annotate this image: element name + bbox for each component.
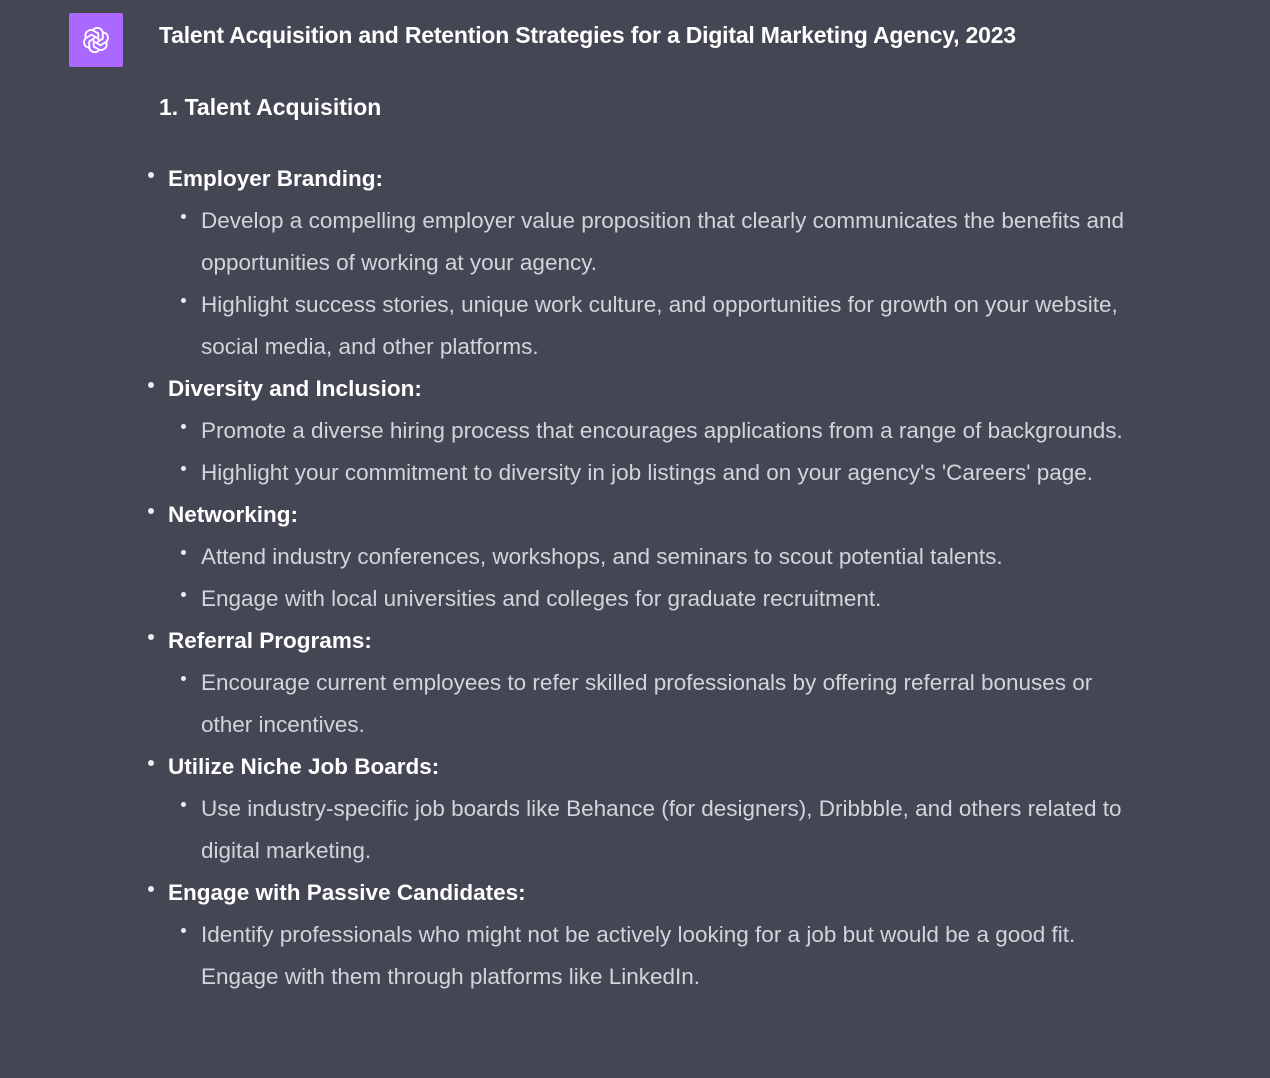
list-item [201,914,1141,998]
bullet-icon [181,298,186,303]
list-item [201,536,1141,578]
point-list [168,410,1270,494]
bullet-icon [148,508,154,514]
message-title: Talent Acquisition and Retention Strategies for a Digital Marketing Agency, 2023 [159,22,1016,48]
bullet-icon [181,676,186,681]
category-item [0,494,1270,620]
point-list [168,788,1270,872]
point-list [168,662,1270,746]
bullet-icon [181,466,186,471]
section-heading: 1. Talent Acquisition [159,94,382,120]
point-text: Engage with local universities and colleges for graduate recruitment. [201,586,882,611]
category-label: Networking: [168,502,299,527]
list-item [201,410,1141,452]
point-text: Use industry-specific job boards like Behance (for designers), Dribbble, and others related to digital marketing. [201,796,1122,863]
category-item [0,158,1270,368]
point-text: Highlight success stories, unique work culture, and opportunities for growth on your website, social media, and other platforms. [201,292,1118,359]
category-item [0,746,1270,872]
point-text: Promote a diverse hiring process that encourages applications from a range of backgrounds. [201,418,1123,443]
bullet-icon [148,634,154,640]
bullet-icon [181,928,186,933]
category-item [0,620,1270,746]
category-label: Utilize Niche Job Boards: [168,754,440,779]
point-text: Identify professionals who might not be actively looking for a job but would be a good fit. Engage with them through platforms like LinkedIn. [201,922,1076,989]
list-item [201,452,1141,494]
bullet-icon [181,424,186,429]
point-text: Develop a compelling employer value proposition that clearly communicates the benefits and opportunities of working at your agency. [201,208,1125,275]
category-item [0,368,1270,494]
category-label: Diversity and Inclusion: [168,376,422,401]
bullet-icon [181,802,186,807]
point-text: Attend industry conferences, workshops, and seminars to scout potential talents. [201,544,1003,569]
category-label: Engage with Passive Candidates: [168,880,526,905]
assistant-avatar [69,13,123,67]
bullet-icon [148,382,154,388]
bullet-icon [148,760,154,766]
list-item [201,788,1141,872]
point-text: Highlight your commitment to diversity in job listings and on your agency's 'Careers' page. [201,460,1094,485]
bullet-icon [181,214,186,219]
point-list [168,914,1270,998]
category-item [0,872,1270,998]
point-list [168,536,1270,620]
category-label: Employer Branding: [168,166,384,191]
bullet-icon [148,886,154,892]
bullet-icon [181,592,186,597]
openai-logo-icon [79,23,113,57]
category-list [0,158,1270,998]
category-label: Referral Programs: [168,628,372,653]
list-item [201,578,1141,620]
point-text: Encourage current employees to refer skilled professionals by offering referral bonuses or other incentives. [201,670,1093,737]
point-list [168,200,1270,368]
bullet-icon [181,550,186,555]
list-item [201,200,1141,284]
list-item [201,662,1141,746]
list-item [201,284,1141,368]
bullet-icon [148,172,154,178]
